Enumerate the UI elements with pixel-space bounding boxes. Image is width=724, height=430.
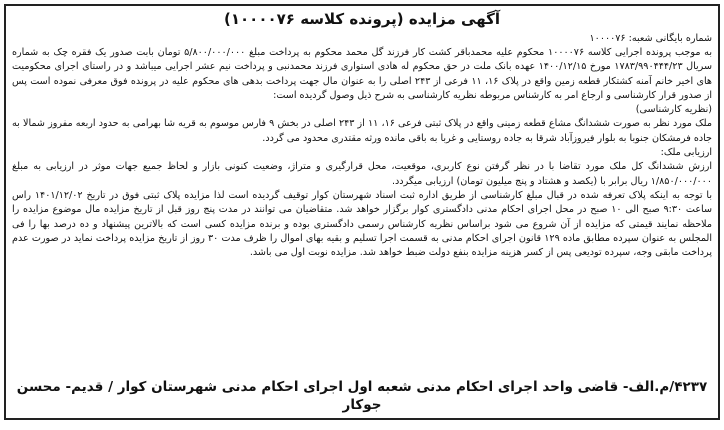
intro-paragraph: به موجب پرونده اجرایی کلاسه ۱۰۰۰۰۷۶ محکوم علیه محمدباقر کشت کار فرزند گل محمد محکوم به پرداخت مبلغ ۵/۸۰۰/۰۰۰/۰۰۰ تومان بابت صدور یک فقره چک به شماره سریال ۱۷۸۳/۹۹۰۴۴۴/۲۳ مورخ ۱۴۰۰/۱۲/۱۵ عهده بانک ملت در حق محکوم له هادی استواری فرزند محمدنبی و پرداخت نیم عشر اجرایی میباشد و در راستای اجرای محکومیت های اخیر خانم آمنه کشتکار قطعه زمین واقع در پلاک ۱۶، ۱۱ فرعی از ۲۴۳ اصلی را به عنوان مال جهت پرداخت بدهی های محکوم علیه در پرونده فوق معرفی نموده است پس از صدور قرار کارشناسی و ارجاع امر به کارشناس مربوطه نظریه کارشناسی به شرح ذیل وصول گردیده است: [12, 47, 712, 101]
archive-number: شماره بایگانی شعبه: ۱۰۰۰۰۷۶ [589, 33, 712, 44]
expert-opinion-heading: (نظریه کارشناسی) [635, 104, 712, 116]
auction-terms-paragraph: با توجه به اینکه پلاک تعرفه شده در قبال مبلغ کارشناسی از طریق اداره ثبت اسناد شهرستان کوار توقیف گردیده است لذا مزایده پلاک ثبتی فوق در تاریخ ۱۴۰۱/۱۲/۰۲ راس ساعت ۹:۳۰ صبح الی ۱۰ صبح در محل اجرای احکام مدنی دادگستری کوار برگزار خواهد شد. متقاضیان می توانند در مدت پنج روز قبل از تاریخ مزایده مال موضوع مزایده را ملاحظه نمایند قیمتی که مزایده از آن شروع می شود براساس نظریه کارشناس رسمی دادگستری بوده و برنده مزایده کسی است که بالاترین پیشنهاد و ده درصد بها را فی المجلس به عنوان سپرده مطابق ماده ۱۲۹ قانون اجرای احکام مدنی به قسمت اجرا تسلیم و بقیه بهای اموال را ظرف مدت ۳۰ روز از تاریخ مزایده پرداخت نماید در صورت عدم پرداخت مابقی وجه، سپرده تودیعی پس از کسر هزینه مزایده بنفع دولت ضبط خواهد شد. مزایده نوبت اول می باشد. [12, 189, 713, 259]
valuation-paragraph: ارزش ششدانگ کل ملک مورد تقاضا با در نظر گرفتن نوع کاربری، موقعیت، محل قرارگیری و متراژ، وضعیت کنونی بازار و لحاظ جمیع جهات موثر در ارزیابی به مبلغ ۱/۸۵۰/۰۰۰/۰۰۰ ریال برابر با (یکصد و هشتاد و پنج میلیون تومان) ارزیابی میگردد. [12, 161, 712, 187]
valuation-heading: ارزیابی ملک: [660, 147, 712, 159]
notice-title: آگهی مزایده (پرونده کلاسه ۱۰۰۰۰۷۶) [224, 10, 500, 28]
signature-line: ۴۲۳۷/م.الف- قاضی واحد اجرای احکام مدنی شعبه اول اجرای احکام مدنی شهرستان کوار / قدیم- محسن جوکار [16, 379, 708, 413]
property-description: ملک مورد نظر به صورت ششدانگ مشاع قطعه زمینی واقع در پلاک ثبتی فرعی ۱۶، ۱۱ از ۲۴۳ اصلی در بخش ۹ فارس موسوم به قریه شا بهرامی به حدود اربعه مفروز شمالا به جاده فرمشکان جنوبا به بلوار فیروزآباد شرقا به جاده روستایی و غربا به باقی مانده ورثه مقتدری محدود می گردد. [12, 118, 712, 144]
auction-notice [4, 4, 720, 420]
